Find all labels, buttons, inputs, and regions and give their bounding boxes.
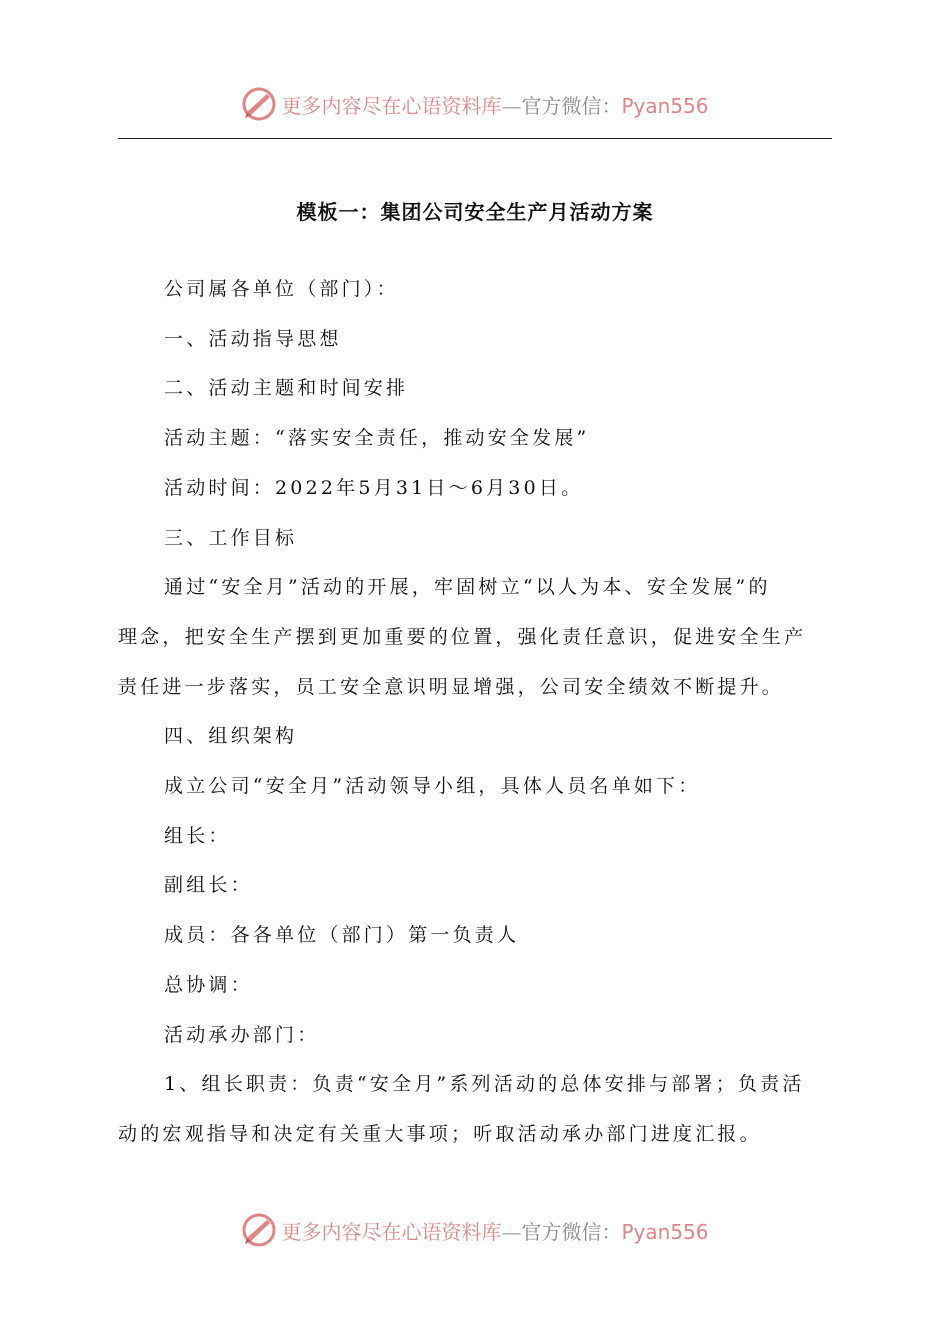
banner-text: 更多内容尽在心语资料库—官方微信：Pyan556 [281,1219,709,1244]
pen-logo-icon [241,86,277,122]
document-title: 模板一：集团公司安全生产月活动方案 [296,200,654,224]
paragraph: 组长： [164,824,231,847]
section-heading: 四、组织架构 [164,725,298,748]
footer-banner [0,1210,950,1250]
document-body [118,265,832,1160]
paragraph: 成员：各各单位（部门）第一负责人 [164,924,520,947]
section-heading: 三、工作目标 [164,526,298,549]
paragraph: 副组长： [164,874,253,897]
paragraph-line: 1、组长职责：负责“安全月”系列活动的总体安排与部署；负责活 [164,1073,805,1096]
banner-text: 更多内容尽在心语资料库—官方微信：Pyan556 [281,93,709,118]
paragraph: 总协调： [164,973,253,996]
section-heading: 一、活动指导思想 [164,327,342,350]
section-heading: 二、活动主题和时间安排 [164,377,409,400]
paragraph: 活动时间：2022年5月31日～6月30日。 [164,476,584,499]
pen-logo-icon [241,1212,277,1248]
paragraph: 成立公司“安全月”活动领导小组，具体人员名单如下： [164,775,701,798]
paragraph: 活动承办部门： [164,1023,320,1046]
paragraph: 公司属各单位（部门）： [164,278,399,300]
paragraph-line: 责任进一步落实，员工安全意识明显增强，公司安全绩效不断提升。 [118,675,785,698]
header-banner [0,84,950,124]
paragraph-line: 理念，把安全生产摆到更加重要的位置，强化责任意识，促进安全生产 [118,625,807,648]
paragraph-line: 动的宏观指导和决定有关重大事项；听取活动承办部门进度汇报。 [118,1122,762,1145]
paragraph-line: 通过“安全月”活动的开展，牢固树立“以人为本、安全发展”的 [164,576,771,599]
header-rule [118,138,832,139]
paragraph: 活动主题：“落实安全责任，推动安全发展” [164,427,590,450]
